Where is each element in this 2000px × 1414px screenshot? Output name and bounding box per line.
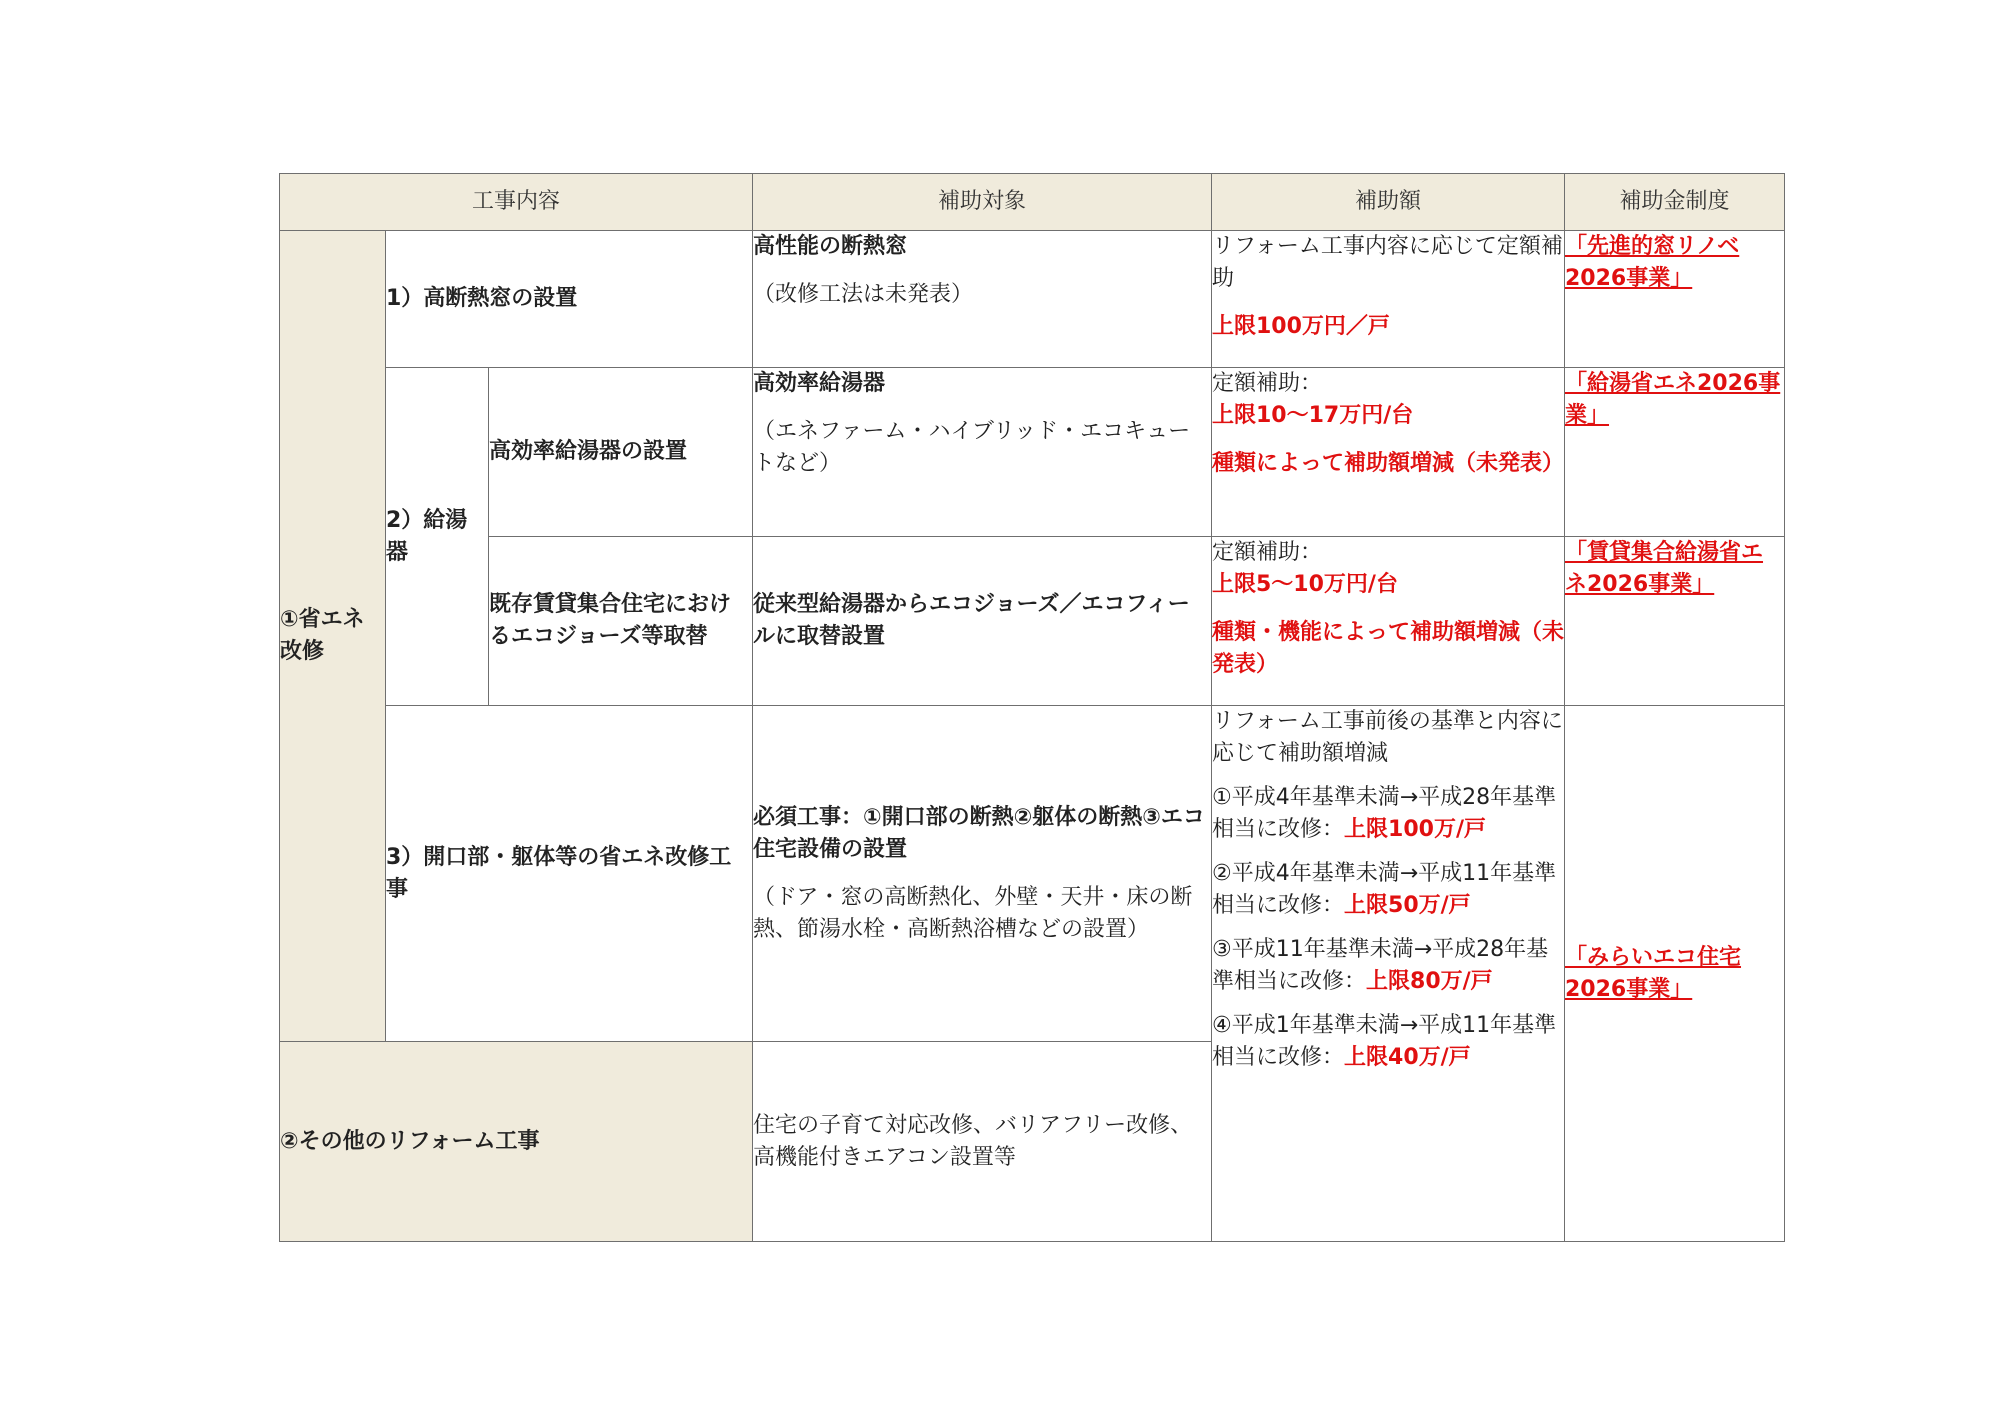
- program-link-rental[interactable]: 「賃貸集合給湯省エネ2026事業」: [1565, 540, 1764, 597]
- header-target: 補助対象: [753, 174, 1212, 231]
- rental-target-title: 従来型給湯器からエコジョーズ／エコフィールに取替設置: [753, 537, 1212, 706]
- table-row-window: [280, 231, 1785, 368]
- mirai-program: [1565, 706, 1785, 1242]
- rental-program: [1565, 537, 1785, 706]
- energy-category: ①省エネ改修: [280, 231, 386, 1042]
- opening-target-title: 必須工事：①開口部の断熱②躯体の断熱③エコ住宅設備の設置: [753, 804, 1205, 862]
- rental-amount: [1212, 537, 1565, 706]
- subsidy-table: [279, 173, 1785, 1242]
- mirai-tier-4: [1212, 1010, 1564, 1074]
- mirai-tier-3-text: ③平成11年基準未満→平成28年基準相当に改修：: [1212, 937, 1549, 994]
- window-program: [1565, 231, 1785, 368]
- window-target-title: 高性能の断熱窓: [753, 234, 908, 259]
- mirai-tier-3-limit: 上限80万/戸: [1366, 969, 1493, 994]
- mirai-tier-2: [1212, 858, 1564, 922]
- other-target: 住宅の子育て対応改修、バリアフリー改修、高機能付きエアコン設置等: [753, 1042, 1212, 1242]
- opening-label: 3）開口部・躯体等の省エネ改修工事: [386, 706, 753, 1042]
- header-work: 工事内容: [280, 174, 753, 231]
- program-link-window[interactable]: 「先進的窓リノベ2026事業」: [1565, 234, 1740, 291]
- mirai-tier-2-limit: 上限50万/戸: [1344, 893, 1471, 918]
- mirai-tier-2-text: ②平成4年基準未満→平成11年基準相当に改修：: [1212, 861, 1557, 918]
- heater-label: 高効率給湯器の設置: [489, 368, 753, 537]
- heater-target-title: 高効率給湯器: [753, 371, 886, 396]
- mirai-amount-intro: リフォーム工事前後の基準と内容に応じて補助額増減: [1212, 709, 1563, 766]
- heater-group: 2）給湯器: [386, 368, 489, 706]
- header-row: [280, 174, 1785, 231]
- opening-target-note: （ドア・窓の高断熱化、外壁・天井・床の断熱、節湯水栓・高断熱浴槽などの設置）: [753, 884, 1193, 942]
- window-amount-text: リフォーム工事内容に応じて定額補助: [1212, 234, 1563, 291]
- heater-target: [753, 368, 1212, 537]
- header-program: 補助金制度: [1565, 174, 1785, 231]
- heater-target-note: （エネファーム・ハイブリッド・エコキュートなど）: [753, 419, 1191, 476]
- window-target-note: （改修工法は未発表）: [753, 282, 974, 307]
- mirai-tier-4-text: ④平成1年基準未満→平成11年基準相当に改修：: [1212, 1013, 1557, 1070]
- other-label: ②その他のリフォーム工事: [280, 1042, 753, 1242]
- rental-label: 既存賃貸集合住宅におけるエコジョーズ等取替: [489, 537, 753, 706]
- rental-amount-text: 定額補助：: [1212, 540, 1323, 565]
- heater-amount-note: 種類によって補助額増減（未発表）: [1212, 451, 1565, 476]
- mirai-tier-1-limit: 上限100万/戸: [1344, 817, 1486, 842]
- mirai-tier-1-text: ①平成4年基準未満→平成28年基準相当に改修：: [1212, 785, 1557, 842]
- window-amount: [1212, 231, 1565, 368]
- header-amount: 補助額: [1212, 174, 1565, 231]
- table-row-rental: [280, 537, 1785, 706]
- mirai-amount: [1212, 706, 1565, 1242]
- mirai-tier-3: [1212, 934, 1564, 998]
- opening-target: [753, 706, 1212, 1042]
- heater-amount-text: 定額補助：: [1212, 371, 1323, 396]
- table-row-heater: [280, 368, 1785, 537]
- window-label: 1）高断熱窓の設置: [386, 231, 753, 368]
- window-amount-limit: 上限100万円／戸: [1212, 314, 1390, 339]
- rental-amount-limit: 上限5～10万円/台: [1212, 572, 1398, 597]
- rental-amount-note: 種類・機能によって補助額増減（未発表）: [1212, 620, 1565, 677]
- program-link-mirai[interactable]: 「みらいエコ住宅2026事業」: [1565, 944, 1742, 1002]
- heater-program: [1565, 368, 1785, 537]
- heater-amount: [1212, 368, 1565, 537]
- program-link-heater[interactable]: 「給湯省エネ2026事業」: [1565, 371, 1781, 428]
- heater-amount-limit: 上限10～17万円/台: [1212, 403, 1414, 428]
- mirai-tier-4-limit: 上限40万/戸: [1344, 1045, 1471, 1070]
- table-row-opening: [280, 706, 1785, 1042]
- window-target: [753, 231, 1212, 368]
- mirai-tier-1: [1212, 782, 1564, 846]
